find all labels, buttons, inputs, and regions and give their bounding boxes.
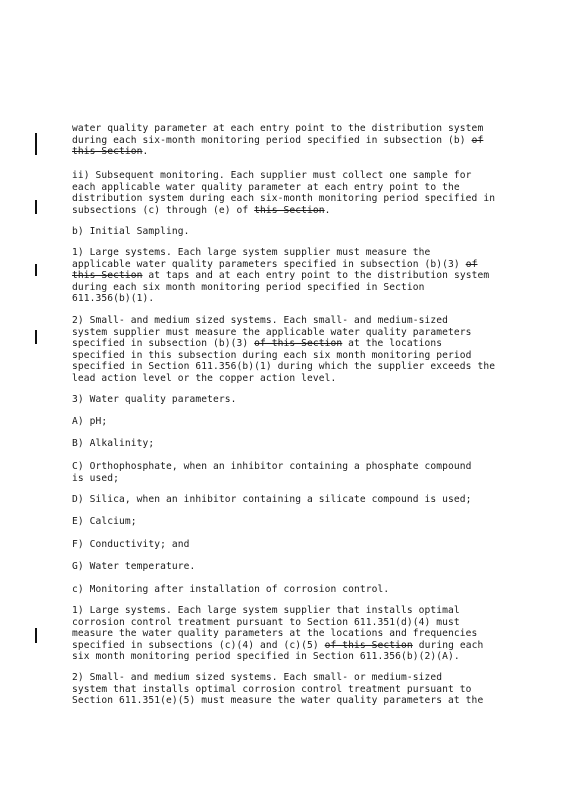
text-line xyxy=(72,315,502,327)
text-run: is used; xyxy=(72,472,120,484)
text-line xyxy=(72,684,502,696)
struck-text: of this Section xyxy=(324,639,413,651)
text-run: E) Calcium; xyxy=(72,516,137,527)
text-line xyxy=(72,193,502,205)
text-line xyxy=(72,539,502,551)
text-line xyxy=(72,640,502,652)
struck-text: of xyxy=(465,258,478,270)
text-run: 611.356(b)(1). xyxy=(72,293,155,304)
revision-bar xyxy=(35,330,37,344)
text-run: D) Silica, when an inhibitor containing a silicate compound is used; xyxy=(72,494,472,505)
text-line xyxy=(72,695,502,707)
text-line xyxy=(72,182,502,194)
text-run: during each xyxy=(412,639,484,651)
text-run: measure the water quality parameters at the locations and frequencies xyxy=(72,628,478,639)
text-run: during each six month monitoring period specified in Section xyxy=(72,281,425,293)
revision-bar xyxy=(35,133,37,155)
text-line xyxy=(72,170,502,182)
text-line xyxy=(72,338,502,350)
struck-text: this Section xyxy=(72,270,143,281)
text-run: system that installs optimal corrosion control treatment pursuant to xyxy=(72,683,472,695)
text-run: F) Conductivity; and xyxy=(72,539,190,550)
text-run: each applicable water quality parameter at each entry point to the xyxy=(72,181,460,193)
text-run: c) Monitoring after installation of corrosion control. xyxy=(72,584,390,595)
struck-text: this Section xyxy=(254,204,325,216)
text-run: . xyxy=(142,146,149,157)
text-line xyxy=(72,617,502,629)
text-run: at the locations xyxy=(342,338,443,349)
paragraph xyxy=(72,123,502,158)
text-run: C) Orthophosphate, when an inhibitor containing a phosphate compound xyxy=(72,461,472,472)
struck-text: this Section xyxy=(72,146,143,157)
text-line xyxy=(72,461,502,473)
text-run: 2) Small- and medium sized systems. Each small- or medium-sized xyxy=(72,672,443,683)
struck-text: of this Section xyxy=(254,338,343,349)
text-run: G) Water temperature. xyxy=(72,561,196,572)
revision-bar xyxy=(35,200,37,214)
text-run: system supplier must measure the applicable water quality parameters xyxy=(72,326,472,338)
text-run: B) Alkalinity; xyxy=(72,438,155,449)
paragraph xyxy=(72,438,502,450)
text-run: b) Initial Sampling. xyxy=(72,226,190,237)
text-run: corrosion control treatment pursuant to Section 611.351(d)(4) must xyxy=(72,616,460,628)
text-line xyxy=(72,293,502,305)
text-line xyxy=(72,282,502,294)
paragraph xyxy=(72,539,502,551)
text-line xyxy=(72,561,502,573)
text-line xyxy=(72,672,502,684)
text-run: 1) Large systems. Each large system supplier must measure the xyxy=(72,247,431,258)
paragraph xyxy=(72,672,502,707)
text-line xyxy=(72,473,502,485)
text-line xyxy=(72,135,502,147)
text-run: six month monitoring period specified in Section 611.356(b)(2)(A). xyxy=(72,651,460,662)
text-line xyxy=(72,394,502,406)
text-line xyxy=(72,516,502,528)
text-run: water quality parameter at each entry point to the distribution system xyxy=(72,123,484,134)
text-run: specified in this subsection during each six month monitoring period xyxy=(72,349,472,361)
text-run: subsections (c) through (e) of xyxy=(72,204,255,216)
paragraph xyxy=(72,394,502,406)
text-line xyxy=(72,123,502,135)
text-run: specified in subsections (c)(4) and (c)(5) xyxy=(72,639,325,651)
text-line xyxy=(72,361,502,373)
text-run: ii) Subsequent monitoring. Each supplier must collect one sample for xyxy=(72,170,472,181)
text-run: 1) Large systems. Each large system supplier that installs optimal xyxy=(72,605,460,616)
paragraph xyxy=(72,247,502,305)
text-line xyxy=(72,226,502,238)
text-run: applicable water quality parameters specified in subsection (b)(3) xyxy=(72,258,466,270)
text-line xyxy=(72,327,502,339)
paragraph xyxy=(72,416,502,428)
text-line xyxy=(72,270,502,282)
text-line xyxy=(72,651,502,663)
text-line xyxy=(72,416,502,428)
text-run: lead action level or the copper action level. xyxy=(72,372,337,384)
text-line xyxy=(72,584,502,596)
struck-text: of xyxy=(471,134,484,146)
text-run: during each six-month monitoring period specified in subsection (b) xyxy=(72,134,472,146)
paragraph xyxy=(72,516,502,528)
paragraph xyxy=(72,605,502,663)
text-run: Section 611.351(e)(5) must measure the water quality parameters at the xyxy=(72,695,484,706)
text-line xyxy=(72,605,502,617)
paragraph xyxy=(72,584,502,596)
text-run: specified in Section 611.356(b)(1) during which the supplier exceeds the xyxy=(72,361,496,372)
paragraph xyxy=(72,315,502,384)
text-run: 2) Small- and medium sized systems. Each small- and medium-sized xyxy=(72,315,449,326)
paragraph xyxy=(72,561,502,573)
text-run: distribution system during each six-month monitoring period specified in xyxy=(72,193,496,204)
paragraph xyxy=(72,170,502,216)
text-run: at taps and at each entry point to the distribution system xyxy=(142,270,490,281)
text-run: specified in subsection (b)(3) xyxy=(72,338,255,349)
paragraph xyxy=(72,226,502,238)
text-line xyxy=(72,247,502,259)
text-run: . xyxy=(324,204,331,216)
paragraph xyxy=(72,494,502,506)
text-line xyxy=(72,146,502,158)
text-line xyxy=(72,350,502,362)
text-line xyxy=(72,438,502,450)
revision-bar xyxy=(35,264,37,276)
paragraph xyxy=(72,461,502,484)
revision-bar xyxy=(35,628,37,643)
text-line xyxy=(72,628,502,640)
text-run: 3) Water quality parameters. xyxy=(72,394,237,405)
text-run: A) pH; xyxy=(72,416,108,427)
text-line xyxy=(72,373,502,385)
text-line xyxy=(72,259,502,271)
text-line xyxy=(72,494,502,506)
text-line xyxy=(72,205,502,217)
